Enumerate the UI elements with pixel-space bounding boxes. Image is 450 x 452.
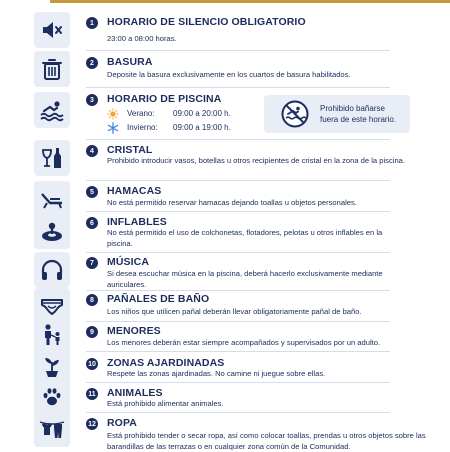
rule-description: Los niños que utilicen pañal deberán llevar obligatoriamente pañal de baño. bbox=[107, 307, 362, 316]
summer-time: 09:00 a 20:00 h. bbox=[173, 109, 231, 118]
rule-title: MÚSICA bbox=[107, 256, 150, 268]
rule-description: Está prohibido tender o secar ropa, así como colocar toallas, prendas u otros objetos sobre las barandillas de las terrazas o en cualquier zona común de la Comunidad. bbox=[107, 431, 426, 451]
divider bbox=[86, 321, 390, 322]
rule-number: 7 bbox=[86, 257, 98, 269]
rule-title: CRISTAL bbox=[107, 144, 153, 156]
note-line-2: fuera de este horario. bbox=[320, 114, 397, 124]
rule-number: 5 bbox=[86, 186, 98, 198]
top-accent-line bbox=[50, 0, 450, 3]
no-swimming-icon bbox=[280, 99, 310, 129]
divider bbox=[86, 351, 390, 352]
clothesline-icon bbox=[34, 411, 70, 447]
divider bbox=[86, 87, 390, 88]
snowflake-icon bbox=[107, 122, 119, 134]
rule-description: Los menores deberán estar siempre acompañados y supervisados por un adulto. bbox=[107, 338, 381, 347]
rule-description: No está permitido el uso de colchonetas, flotadores, pelotas u otros inflables en la piscina. bbox=[107, 228, 383, 248]
paw-icon bbox=[34, 379, 70, 415]
rule-description: 23:00 a 08:00 horas. bbox=[107, 34, 177, 43]
rule-description: Si desea escuchar música en la piscina, deberá hacerlo exclusivamente mediante auriculares. bbox=[107, 269, 383, 289]
rule-number: 8 bbox=[86, 294, 98, 306]
lounger-icon bbox=[34, 181, 70, 217]
divider bbox=[86, 382, 390, 383]
divider bbox=[86, 211, 390, 212]
summer-label: Verano: bbox=[127, 109, 155, 118]
divider bbox=[86, 139, 390, 140]
divider bbox=[86, 50, 390, 51]
rule-title: HAMACAS bbox=[107, 185, 162, 197]
rule-number: 4 bbox=[86, 145, 98, 157]
adult-child-icon bbox=[34, 317, 70, 353]
rule-title: PAÑALES DE BAÑO bbox=[107, 293, 210, 305]
divider bbox=[86, 290, 390, 291]
divider bbox=[86, 412, 390, 413]
rule-title: HORARIO DE PISCINA bbox=[107, 93, 222, 105]
headphones-icon bbox=[34, 252, 70, 288]
pool-prohibition-note bbox=[264, 95, 410, 133]
rule-number: 2 bbox=[86, 57, 98, 69]
rule-title: MENORES bbox=[107, 325, 161, 337]
rule-number: 9 bbox=[86, 326, 98, 338]
rule-description: No está permitido reservar hamacas dejando toallas u objetos personales. bbox=[107, 198, 357, 207]
rule-title: HORARIO DE SILENCIO OBLIGATORIO bbox=[107, 16, 306, 28]
note-line-1: Prohibido bañarse bbox=[320, 104, 385, 113]
rule-number: 1 bbox=[86, 17, 98, 29]
speaker-muted-icon bbox=[34, 12, 70, 48]
rule-number: 10 bbox=[86, 358, 98, 370]
rule-description: Está prohibido alimentar animales. bbox=[107, 399, 224, 408]
rule-title: BASURA bbox=[107, 56, 153, 68]
trash-can-icon bbox=[34, 51, 70, 87]
winter-time: 09:00 a 19:00 h. bbox=[173, 123, 231, 132]
swimmer-icon bbox=[34, 92, 70, 128]
rule-title: ROPA bbox=[107, 417, 137, 429]
rule-title: ANIMALES bbox=[107, 387, 163, 399]
rule-description: Deposite la basura exclusivamente en los cuartos de basura habilitados. bbox=[107, 70, 351, 79]
inflatable-ring-icon bbox=[34, 213, 70, 249]
wine-glass-bottle-icon bbox=[34, 140, 70, 176]
rule-number: 3 bbox=[86, 94, 98, 106]
sun-icon bbox=[107, 108, 119, 120]
rule-number: 11 bbox=[86, 388, 98, 400]
rule-title: INFLABLES bbox=[107, 216, 167, 228]
rule-description: Prohibido introducir vasos, botellas u otros recipientes de cristal en la zona de la piscina. bbox=[107, 156, 406, 165]
rule-number: 6 bbox=[86, 217, 98, 229]
divider bbox=[86, 180, 390, 181]
divider bbox=[86, 252, 390, 253]
winter-label: Invierno: bbox=[127, 123, 158, 132]
rule-description: Respete las zonas ajardinadas. No camine ni juegue sobre ellas. bbox=[107, 369, 326, 378]
rule-title: ZONAS AJARDINADAS bbox=[107, 357, 225, 369]
rule-number: 12 bbox=[86, 418, 98, 430]
